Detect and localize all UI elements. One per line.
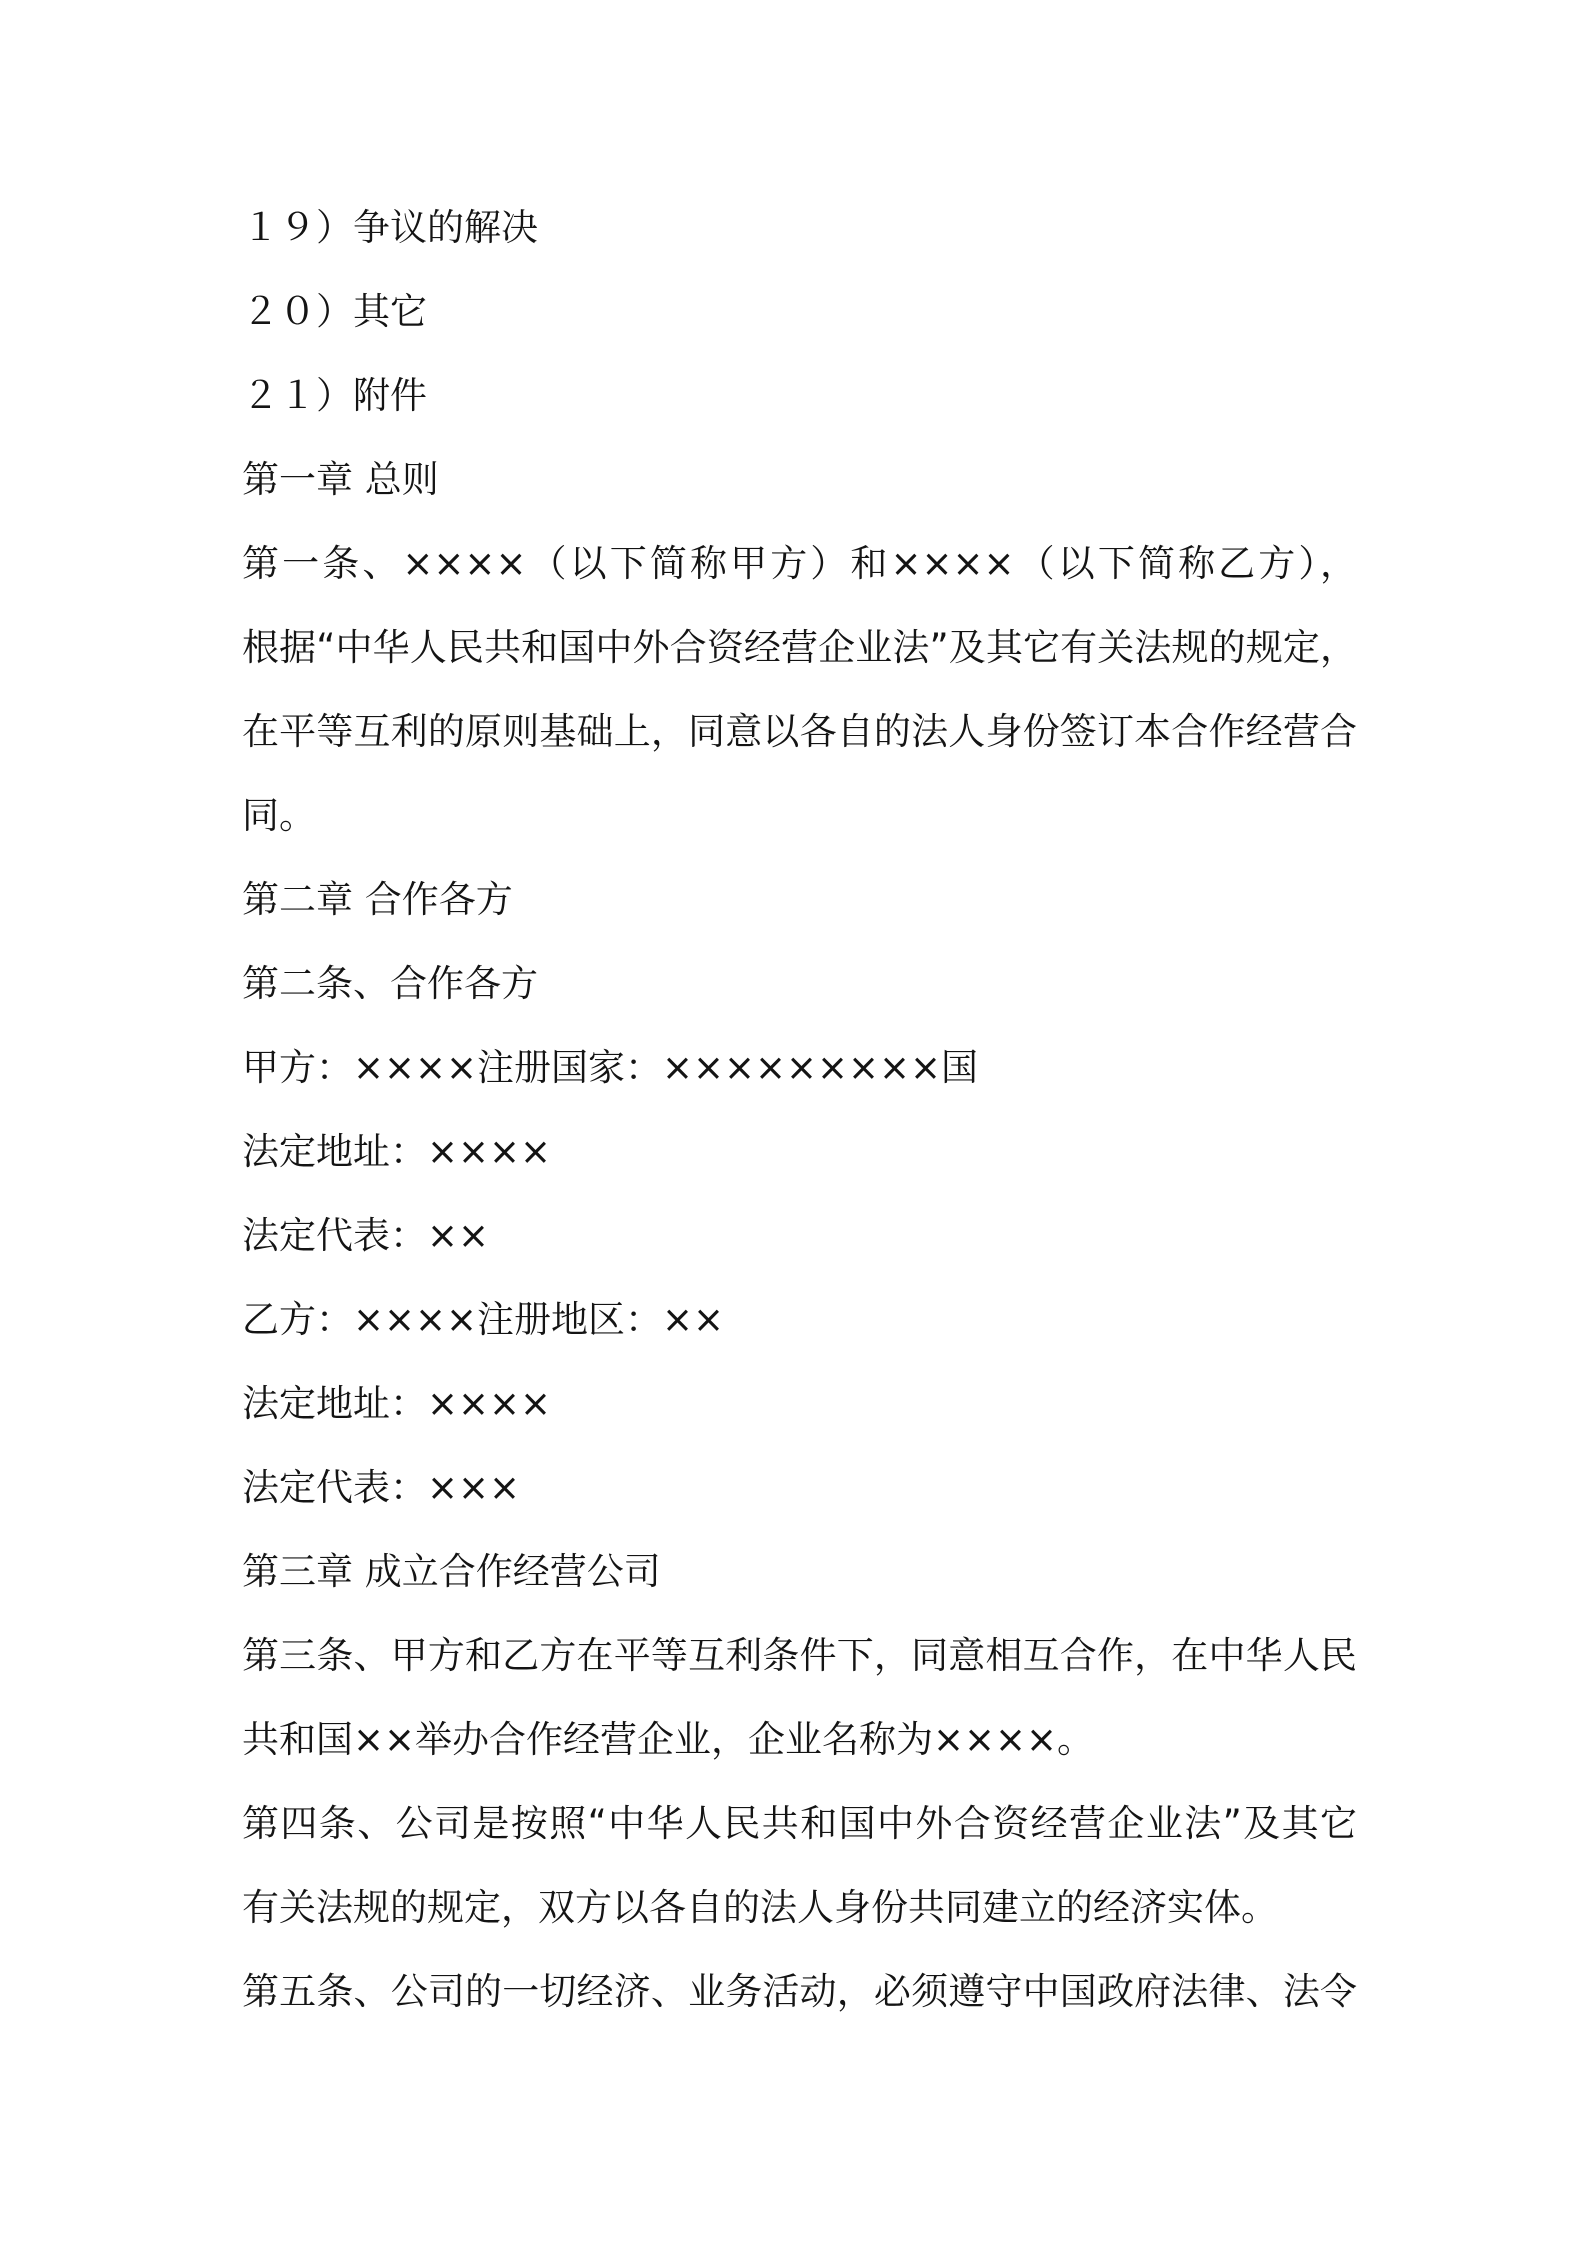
- article-1-line-2: 根据“中华人民共和国中外合资经营企业法”及其它有关法规的规定，: [242, 626, 1357, 669]
- document-body: [242, 200, 1357, 2048]
- party-b-registration: 乙方：××××注册地区：××: [242, 1298, 725, 1341]
- toc-item-20: ２０）其它: [242, 290, 427, 333]
- party-a-representative: 法定代表：××: [242, 1214, 490, 1257]
- party-a-registration: 甲方：××××注册国家：×××××××××国: [242, 1046, 979, 1089]
- chapter-3-heading: 第三章 成立合作经营公司: [242, 1550, 661, 1593]
- chapter-1-heading: 第一章 总则: [242, 458, 439, 501]
- party-a-address: 法定地址：××××: [242, 1130, 552, 1173]
- toc-item-19: １９）争议的解决: [242, 206, 538, 249]
- article-1-line-3: 在平等互利的原则基础上，同意以各自的法人身份签订本合作经营合: [242, 710, 1357, 753]
- article-4-line-1: 第四条、公司是按照“中华人民共和国中外合资经营企业法”及其它: [242, 1802, 1357, 1845]
- party-b-address: 法定地址：××××: [242, 1382, 552, 1425]
- article-4-line-2: 有关法规的规定，双方以各自的法人身份共同建立的经济实体。: [242, 1886, 1278, 1929]
- article-3-line-1: 第三条、甲方和乙方在平等互利条件下，同意相互合作，在中华人民: [242, 1634, 1357, 1677]
- article-3-line-2: 共和国××举办合作经营企业，企业名称为××××。: [242, 1718, 1095, 1761]
- article-1-line-1: 第一条、××××（以下简称甲方）和××××（以下简称乙方），: [242, 542, 1357, 585]
- chapter-2-heading: 第二章 合作各方: [242, 878, 513, 921]
- toc-item-21: ２１）附件: [242, 374, 427, 417]
- article-1-line-4: 同。: [242, 794, 316, 837]
- article-2-heading: 第二条、合作各方: [242, 962, 538, 1005]
- article-5-line-1: 第五条、公司的一切经济、业务活动，必须遵守中国政府法律、法令: [242, 1970, 1357, 2013]
- party-b-representative: 法定代表：×××: [242, 1466, 521, 1509]
